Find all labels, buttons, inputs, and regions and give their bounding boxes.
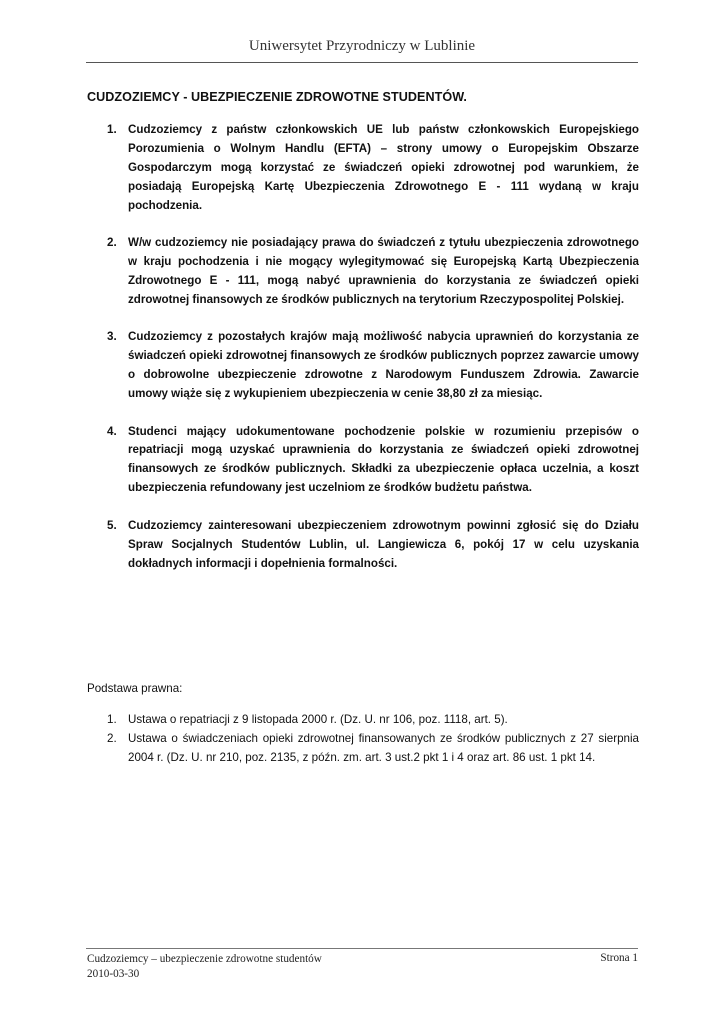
list-item: [87, 328, 639, 404]
legal-basis-list: [87, 711, 639, 768]
list-item-number: 3.: [107, 330, 117, 344]
legal-basis-item: [87, 730, 639, 768]
legal-basis-number: 2.: [107, 731, 117, 745]
legal-basis-text: Ustawa o świadczeniach opieki zdrowotnej finansowanych ze środków publicznych z 27 sierpnia 2004 r. (Dz. U. nr 210, poz. 2135, z późn. zm. art. 3 ust.2 pkt 1 i 4 oraz art. 86 ust. 1 pkt 14.: [128, 731, 639, 764]
page-header: Uniwersytet Przyrodniczy w Lublinie: [248, 38, 476, 54]
footer-date: 2010-03-30: [87, 968, 140, 980]
document-title: CUDZOZIEMCY - UBEZPIECZENIE ZDROWOTNE STUDENTÓW.: [87, 90, 467, 104]
legal-basis-text: Ustawa o repatriacji z 9 listopada 2000 r. (Dz. U. nr 106, poz. 1118, art. 5).: [128, 713, 508, 726]
list-item-text: Studenci mający udokumentowane pochodzenie polskie w rozumieniu przepisów o repatriacji mogą uzyskać uprawnienia do korzystania ze świadczeń opieki zdrowotnej finansowych ze środków publicznych. Składki za ubezpieczenie opłaca uczelnia, a koszt ubezpieczenia refundowany jest uczelniom ze środków budżetu państwa.: [128, 424, 639, 495]
footer-divider: [86, 948, 638, 949]
legal-basis-heading: Podstawa prawna:: [87, 682, 183, 695]
list-item-number: 4.: [107, 424, 117, 438]
legal-basis-item: [87, 711, 639, 730]
list-item-text: Cudzoziemcy z pozostałych krajów mają możliwość nabycia uprawnień do korzystania ze świadczeń opieki zdrowotnej finansowych ze środków publicznych poprzez zawarcie umowy o dobrowolne ubezpieczenie zdrowotne z Narodowym Funduszem Zdrowia. Zawarcie umowy wiąże się z wykupieniem ubezpieczenia w cenie 38,80 zł za miesiąc.: [128, 330, 639, 401]
list-item: [87, 121, 639, 216]
footer-info: [87, 952, 322, 982]
list-item-number: 5.: [107, 518, 117, 532]
list-item: [87, 517, 639, 574]
main-list: [87, 121, 639, 592]
list-item-number: 2.: [107, 236, 117, 250]
list-item-text: W/w cudzoziemcy nie posiadający prawa do świadczeń z tytułu ubezpieczenia zdrowotnego w kraju pochodzenia i nie mogący wylegitymować się Europejską Kartą Ubezpieczenia Zdrowotnego E - 111, mogą nabyć uprawnienia do korzystania ze świadczeń opieki zdrowotnej finansowych ze środków publicznych na terytorium Rzeczypospolitej Polskiej.: [128, 236, 639, 306]
list-item: [87, 423, 639, 499]
list-item-number: 1.: [107, 123, 117, 136]
list-item: [87, 234, 639, 310]
page-number: Strona 1: [600, 952, 638, 964]
list-item-text: Cudzoziemcy z państw członkowskich UE lub państw członkowskich Europejskiego Porozumienia o Wolnym Handlu (EFTA) – strony umowy o Europejskim Obszarze Gospodarczym mogą korzystać ze świadczeń opieki zdrowotnej pod warunkiem, że posiadają Europejską Kartę Ubezpieczenia Zdrowotnego E - 111 wydaną w kraju pochodzenia.: [128, 123, 639, 212]
legal-basis-number: 1.: [107, 713, 117, 726]
list-item-text: Cudzoziemcy zainteresowani ubezpieczeniem zdrowotnym powinni zgłosić się do Działu Spraw Socjalnych Studentów Lublin, ul. Langiewicza 6, pokój 17 w celu uzyskania dokładnych informacji i dopełnienia formalności.: [128, 518, 639, 570]
header-divider: [86, 62, 638, 63]
footer-document-title: Cudzoziemcy – ubezpieczenie zdrowotne studentów: [87, 953, 322, 965]
